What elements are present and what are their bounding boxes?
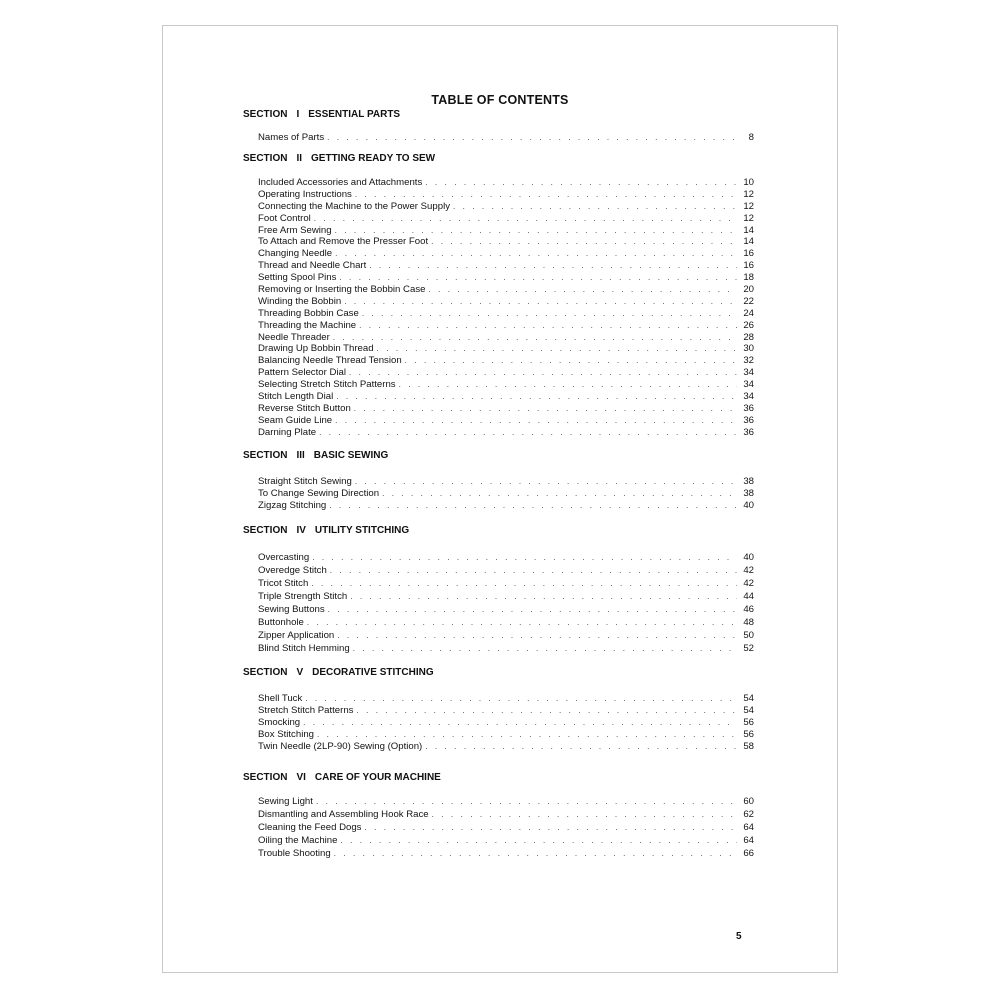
entry-label: Box Stitching — [258, 728, 314, 740]
dot-leader — [311, 577, 737, 590]
toc-entry — [258, 213, 754, 225]
entry-page: 46 — [743, 604, 754, 615]
entry-label: Buttonhole — [258, 617, 304, 628]
toc-entry — [258, 795, 754, 808]
toc-entry — [258, 236, 754, 248]
dot-leader — [369, 260, 737, 272]
entry-page: 12 — [743, 212, 754, 224]
section-heading-2 — [243, 153, 435, 164]
toc-entry — [258, 500, 754, 512]
dot-leader — [349, 367, 737, 379]
entry-label: To Change Sewing Direction — [258, 487, 380, 499]
section-numeral: I — [296, 109, 300, 120]
dot-leader — [305, 693, 737, 705]
section-name: BASIC SEWING — [313, 450, 389, 461]
dot-leader — [340, 834, 737, 847]
section-name: CARE OF YOUR MACHINE — [314, 772, 441, 783]
section-numeral: III — [296, 450, 305, 461]
entry-page: 40 — [743, 499, 754, 511]
entry-page: 10 — [743, 177, 754, 188]
toc-entry — [258, 343, 754, 355]
entry-label: Threading the Machine — [258, 319, 357, 331]
dot-leader — [333, 332, 737, 344]
dot-leader — [335, 225, 737, 237]
dot-leader — [339, 272, 737, 284]
toc-entry — [258, 379, 754, 391]
toc-entry — [258, 367, 754, 379]
entry-label: Sewing Buttons — [258, 604, 325, 615]
dot-leader — [428, 284, 737, 296]
entry-label: Balancing Needle Thread Tension — [258, 355, 402, 367]
entry-label: Oiling the Machine — [258, 835, 338, 846]
toc-entry — [258, 225, 754, 237]
section-heading-6 — [243, 772, 441, 783]
dot-leader — [431, 236, 737, 248]
toc-entry — [258, 616, 754, 629]
toc-entry — [258, 260, 754, 272]
toc-entry — [258, 272, 754, 284]
dot-leader — [359, 320, 737, 332]
entry-page: 38 — [743, 476, 754, 487]
entry-page: 66 — [743, 848, 754, 859]
toc-entry — [258, 132, 754, 144]
toc-entry — [258, 476, 754, 488]
dot-leader — [316, 795, 737, 808]
entry-page: 42 — [743, 565, 754, 576]
entry-label: Trouble Shooting — [258, 848, 331, 859]
entry-page: 44 — [743, 591, 754, 602]
toc-entry — [258, 488, 754, 500]
entry-label: Overedge Stitch — [258, 565, 327, 576]
section-5-entries — [258, 693, 754, 752]
toc-entry — [258, 320, 754, 332]
document-page — [162, 25, 838, 973]
section-word: SECTION — [243, 450, 288, 461]
entry-label: Overcasting — [258, 552, 310, 563]
section-numeral: II — [296, 153, 303, 164]
entry-page: 20 — [743, 284, 754, 296]
entry-label: Free Arm Sewing — [258, 224, 332, 236]
entry-page: 56 — [743, 728, 754, 740]
section-numeral: V — [296, 667, 304, 678]
dot-leader — [382, 488, 737, 500]
entry-label: Stitch Length Dial — [258, 391, 334, 403]
entry-label: Names of Parts — [258, 132, 325, 143]
dot-leader — [307, 616, 737, 629]
toc-entry — [258, 564, 754, 577]
entry-page: 64 — [743, 835, 754, 846]
dot-leader — [327, 132, 737, 144]
toc-entry — [258, 590, 754, 603]
entry-label: Reverse Stitch Button — [258, 402, 351, 414]
entry-label: Zipper Application — [258, 630, 335, 641]
entry-label: Straight Stitch Sewing — [258, 476, 352, 487]
entry-page: 58 — [743, 740, 754, 752]
dot-leader — [317, 729, 737, 741]
section-word: SECTION — [243, 667, 288, 678]
section-name: UTILITY STITCHING — [314, 525, 410, 536]
toc-entry — [258, 284, 754, 296]
entry-label: Sewing Light — [258, 796, 313, 807]
toc-entry — [258, 296, 754, 308]
entry-label: Removing or Inserting the Bobbin Case — [258, 284, 426, 296]
toc-entry — [258, 391, 754, 403]
dot-leader — [344, 296, 737, 308]
dot-leader — [328, 603, 737, 616]
entry-label: Shell Tuck — [258, 693, 303, 704]
section-name: ESSENTIAL PARTS — [308, 109, 401, 120]
section-word: SECTION — [243, 772, 288, 783]
entry-page: 18 — [743, 272, 754, 284]
section-6-entries — [258, 795, 754, 860]
entry-label: Dismantling and Assembling Hook Race — [258, 809, 429, 820]
dot-leader — [425, 741, 737, 753]
entry-label: Smocking — [258, 716, 301, 728]
section-heading-4 — [243, 525, 409, 536]
toc-entry — [258, 693, 754, 705]
section-name: GETTING READY TO SEW — [311, 153, 436, 164]
entry-page: 24 — [743, 307, 754, 319]
dot-leader — [364, 821, 737, 834]
section-3-entries — [258, 476, 754, 512]
entry-page: 16 — [743, 260, 754, 272]
toc-entry — [258, 603, 754, 616]
dot-leader — [453, 201, 737, 213]
toc-entry — [258, 847, 754, 860]
section-4-entries — [258, 551, 754, 655]
dot-leader — [312, 551, 737, 564]
entry-label: Setting Spool Pins — [258, 272, 337, 284]
entry-label: Tricot Stitch — [258, 578, 309, 589]
section-numeral: IV — [296, 525, 306, 536]
entry-label: Operating Instructions — [258, 188, 352, 200]
entry-page: 52 — [743, 643, 754, 654]
section-2-entries — [258, 177, 754, 439]
entry-label: Selecting Stretch Stitch Patterns — [258, 379, 396, 391]
entry-page: 34 — [743, 391, 754, 403]
entry-label: Thread and Needle Chart — [258, 260, 367, 272]
entry-page: 34 — [743, 367, 754, 379]
dot-leader — [329, 500, 737, 512]
toc-entry — [258, 403, 754, 415]
dot-leader — [354, 403, 737, 415]
toc-entry — [258, 551, 754, 564]
entry-page: 32 — [743, 355, 754, 367]
dot-leader — [432, 808, 737, 821]
toc-entry — [258, 201, 754, 213]
dot-leader — [336, 391, 737, 403]
entry-page: 50 — [743, 630, 754, 641]
dot-leader — [335, 415, 737, 427]
entry-label: Connecting the Machine to the Power Supply — [258, 200, 450, 212]
dot-leader — [335, 248, 737, 260]
toc-entry — [258, 308, 754, 320]
entry-page: 64 — [743, 822, 754, 833]
entry-page: 62 — [743, 809, 754, 820]
section-name: DECORATIVE STITCHING — [312, 667, 434, 678]
toc-entry — [258, 177, 754, 189]
dot-leader — [399, 379, 737, 391]
dot-leader — [319, 427, 737, 439]
dot-leader — [350, 590, 737, 603]
dot-leader — [330, 564, 737, 577]
dot-leader — [353, 642, 737, 655]
page-number: 5 — [736, 931, 742, 942]
entry-label: To Attach and Remove the Presser Foot — [258, 236, 429, 248]
section-heading-1 — [243, 109, 400, 120]
toc-entry — [258, 821, 754, 834]
entry-page: 54 — [743, 704, 754, 716]
toc-entry — [258, 642, 754, 655]
toc-entry — [258, 415, 754, 427]
entry-page: 60 — [743, 796, 754, 807]
toc-entry — [258, 717, 754, 729]
section-numeral: VI — [296, 772, 306, 783]
entry-label: Included Accessories and Attachments — [258, 177, 423, 188]
dot-leader — [405, 355, 737, 367]
toc-entry — [258, 741, 754, 753]
toc-entry — [258, 248, 754, 260]
page-title: TABLE OF CONTENTS — [431, 93, 569, 107]
entry-label: Foot Control — [258, 212, 311, 224]
dot-leader — [356, 705, 737, 717]
entry-label: Seam Guide Line — [258, 414, 333, 426]
entry-page: 8 — [748, 132, 754, 143]
entry-page: 40 — [743, 552, 754, 563]
section-word: SECTION — [243, 109, 288, 120]
entry-label: Drawing Up Bobbin Thread — [258, 343, 374, 355]
entry-page: 54 — [743, 693, 754, 704]
toc-entry — [258, 729, 754, 741]
toc-entry — [258, 808, 754, 821]
section-word: SECTION — [243, 525, 288, 536]
entry-page: 42 — [743, 578, 754, 589]
dot-leader — [337, 629, 737, 642]
entry-page: 14 — [743, 224, 754, 236]
dot-leader — [377, 343, 737, 355]
entry-label: Darning Plate — [258, 426, 317, 438]
entry-page: 48 — [743, 617, 754, 628]
entry-label: Needle Threader — [258, 331, 330, 343]
toc-entry — [258, 705, 754, 717]
entry-page: 14 — [743, 236, 754, 248]
entry-label: Twin Needle (2LP-90) Sewing (Option) — [258, 740, 423, 752]
entry-page: 56 — [743, 716, 754, 728]
dot-leader — [355, 476, 737, 488]
section-1-entries — [258, 132, 754, 144]
entry-label: Threading Bobbin Case — [258, 307, 359, 319]
entry-label: Blind Stitch Hemming — [258, 643, 350, 654]
entry-page: 12 — [743, 200, 754, 212]
entry-page: 36 — [743, 414, 754, 426]
entry-page: 16 — [743, 248, 754, 260]
entry-label: Pattern Selector Dial — [258, 367, 346, 379]
entry-page: 26 — [743, 319, 754, 331]
entry-page: 30 — [743, 343, 754, 355]
toc-entry — [258, 427, 754, 439]
dot-leader — [362, 308, 737, 320]
entry-label: Winding the Bobbin — [258, 295, 342, 307]
section-heading-3 — [243, 450, 388, 461]
entry-page: 38 — [743, 487, 754, 499]
section-word: SECTION — [243, 153, 288, 164]
toc-entry — [258, 629, 754, 642]
dot-leader — [355, 189, 737, 201]
toc-entry — [258, 834, 754, 847]
entry-label: Triple Strength Stitch — [258, 591, 348, 602]
dot-leader — [303, 717, 737, 729]
entry-label: Changing Needle — [258, 248, 333, 260]
entry-label: Stretch Stitch Patterns — [258, 704, 354, 716]
section-heading-5 — [243, 667, 434, 678]
entry-page: 22 — [743, 295, 754, 307]
toc-entry — [258, 355, 754, 367]
entry-page: 28 — [743, 331, 754, 343]
toc-entry — [258, 332, 754, 344]
dot-leader — [334, 847, 737, 860]
dot-leader — [425, 177, 737, 189]
dot-leader — [314, 213, 737, 225]
entry-page: 36 — [743, 402, 754, 414]
entry-page: 12 — [743, 188, 754, 200]
entry-label: Cleaning the Feed Dogs — [258, 822, 362, 833]
entry-label: Zigzag Stitching — [258, 499, 327, 511]
toc-entry — [258, 577, 754, 590]
toc-entry — [258, 189, 754, 201]
entry-page: 36 — [743, 426, 754, 438]
entry-page: 34 — [743, 379, 754, 391]
